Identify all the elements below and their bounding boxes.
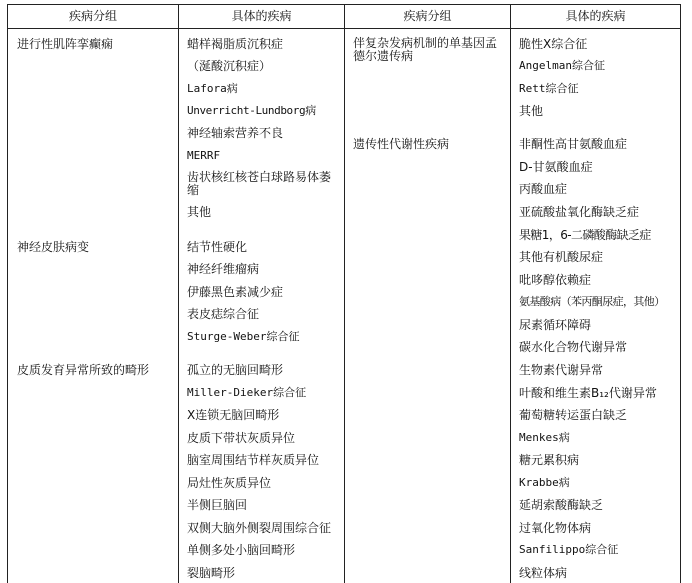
group-neurocutaneous: 神经皮肤病变 xyxy=(17,240,90,254)
disease-item: 叶酸和维生素B₁₂代谢异常 xyxy=(519,386,657,400)
disease-item: 蜡样褐脂质沉积症 xyxy=(187,37,284,51)
disease-item: 丙酸血症 xyxy=(519,182,568,196)
column-divider-1 xyxy=(178,4,179,583)
disease-item: X连锁无脑回畸形 xyxy=(187,408,280,422)
disease-item: 半侧巨脑回 xyxy=(187,498,248,512)
disease-item: 亚硫酸盐氧化酶缺乏症 xyxy=(519,205,640,219)
column-divider-2 xyxy=(344,4,345,583)
disease-item: 皮质下带状灰质异位 xyxy=(187,431,296,445)
disease-item: 神经轴索营养不良 xyxy=(187,126,284,140)
disease-item: Menkes病 xyxy=(519,431,570,444)
disease-item: 结节性硬化 xyxy=(187,240,248,254)
group-monogenic-mendelian: 伴复杂发病机制的单基因孟德尔遗传病 xyxy=(353,36,498,63)
disease-item: 齿状核红核苍白球路易体萎缩 xyxy=(187,170,332,197)
disease-item: （涎酸沉积症） xyxy=(187,59,272,73)
disease-item: 神经纤维瘤病 xyxy=(187,262,260,276)
disease-item: 双侧大脑外侧裂周围综合征 xyxy=(187,521,332,535)
disease-item: 其他 xyxy=(519,104,544,118)
group-progressive-myoclonic-epilepsy: 进行性肌阵挛癫痫 xyxy=(17,37,114,51)
column-divider-3 xyxy=(510,4,511,583)
disease-item: 局灶性灰质异位 xyxy=(187,476,272,490)
table-left-border xyxy=(7,4,8,583)
disease-item: MERRF xyxy=(187,149,221,162)
disease-item: 其他 xyxy=(187,205,212,219)
disease-item: 生物素代谢异常 xyxy=(519,363,604,377)
header-disease-group-1: 疾病分组 xyxy=(68,9,117,23)
header-disease-group-2: 疾病分组 xyxy=(403,9,452,23)
disease-item: 碳水化合物代谢异常 xyxy=(519,340,628,354)
disease-item: Lafora病 xyxy=(187,82,238,95)
disease-item: 脑室周围结节样灰质异位 xyxy=(187,453,320,467)
disease-item: 葡萄糖转运蛋白缺乏 xyxy=(519,408,628,422)
disease-item: 糖元累积病 xyxy=(519,453,580,467)
disease-item: 线粒体病 xyxy=(519,566,568,580)
disease-item: 表皮痣综合征 xyxy=(187,307,260,321)
disease-item: Angelman综合征 xyxy=(519,59,605,72)
disease-item: Krabbe病 xyxy=(519,476,570,489)
disease-item: Rett综合征 xyxy=(519,82,579,95)
table-right-border xyxy=(680,4,681,583)
disease-item: 单侧多处小脑回畸形 xyxy=(187,543,296,557)
disease-item: Sanfilippo综合征 xyxy=(519,543,619,556)
disease-item: 吡哆醇依赖症 xyxy=(519,273,592,287)
disease-item: 孤立的无脑回畸形 xyxy=(187,363,284,377)
disease-item: 脆性X综合征 xyxy=(519,37,588,51)
group-cortical-malformation: 皮质发育异常所致的畸形 xyxy=(17,363,150,377)
disease-item: D-甘氨酸血症 xyxy=(519,160,593,174)
disease-item: 延胡索酸酶缺乏 xyxy=(519,498,604,512)
disease-item: 氨基酸病（苯丙酮尿症，其他） xyxy=(519,295,665,308)
header-specific-disease-2: 具体的疾病 xyxy=(565,9,626,23)
disease-item: 伊藤黑色素减少症 xyxy=(187,285,284,299)
disease-item: 果糖1，6-二磷酸酶缺乏症 xyxy=(519,228,651,242)
disease-item: Sturge-Weber综合征 xyxy=(187,330,300,343)
disease-item: 其他有机酸尿症 xyxy=(519,250,604,264)
disease-item: Unverricht-Lundborg病 xyxy=(187,104,316,117)
disease-item: 尿素循环障碍 xyxy=(519,318,592,332)
group-inherited-metabolic: 遗传性代谢性疾病 xyxy=(353,137,450,151)
header-specific-disease-1: 具体的疾病 xyxy=(231,9,292,23)
disease-item: Miller-Dieker综合征 xyxy=(187,386,307,399)
disease-item: 非酮性高甘氨酸血症 xyxy=(519,137,628,151)
disease-item: 裂脑畸形 xyxy=(187,566,236,580)
disease-item: 过氧化物体病 xyxy=(519,521,592,535)
